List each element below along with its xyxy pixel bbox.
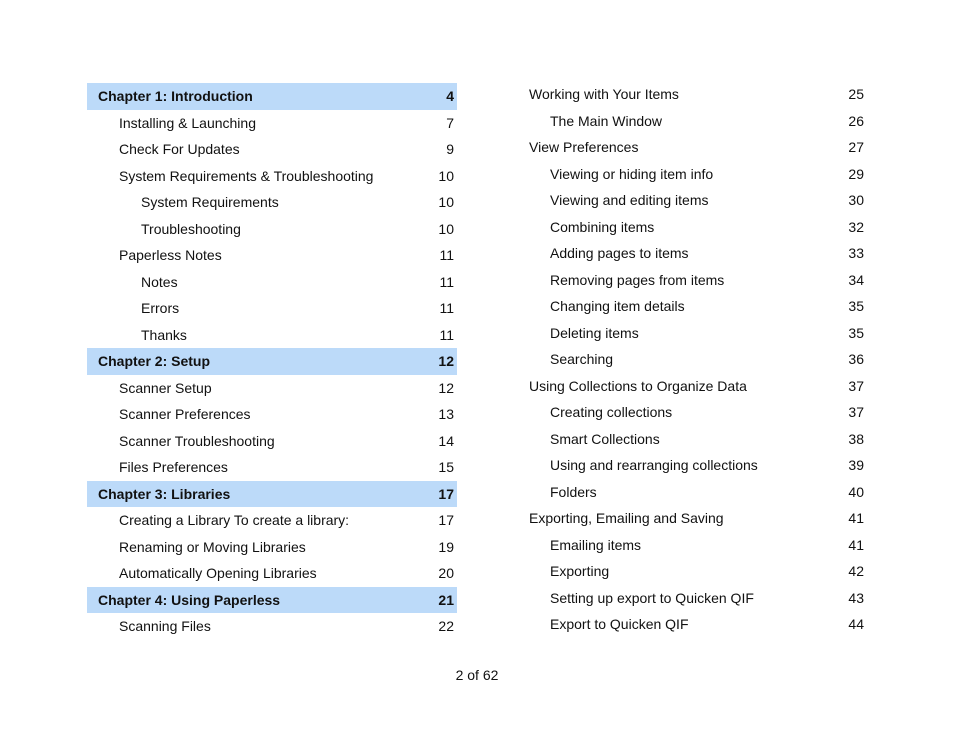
- toc-entry-creating-a-library-to-create-a-library[interactable]: [87, 507, 457, 534]
- toc-entry-title: Using and rearranging collections: [550, 457, 758, 473]
- toc-entry-notes[interactable]: [87, 269, 457, 296]
- toc-entry-title: Installing & Launching: [119, 114, 256, 131]
- toc-entry-page-number: 30: [848, 192, 864, 208]
- toc-entry-title: Emailing items: [550, 536, 642, 553]
- toc-entry-title: Deleting items: [550, 324, 639, 341]
- toc-entry-automatically-opening-libraries[interactable]: [87, 560, 457, 587]
- toc-entry-title: System Requirements: [141, 194, 279, 210]
- toc-entry-using-collections-to-organize-data[interactable]: [519, 373, 869, 400]
- toc-entry-title: Searching: [550, 351, 614, 367]
- toc-entry-title: Export to Quicken QIF: [550, 616, 689, 632]
- toc-entry-scanning-files[interactable]: [87, 613, 457, 640]
- page-number: 2 of 62: [455, 667, 499, 683]
- toc-entry-the-main-window[interactable]: [519, 108, 869, 135]
- toc-entry-title: Setting up export to Quicken QIF: [550, 589, 754, 606]
- toc-entry-page-number: 40: [848, 483, 864, 500]
- toc-entry-page-number: 17: [438, 512, 454, 528]
- toc-entry-page-number: 25: [848, 86, 864, 102]
- toc-entry-title: Scanner Troubleshooting: [119, 432, 275, 449]
- toc-chapter-chapter-3-libraries[interactable]: [87, 481, 457, 508]
- toc-entry-title: Creating a Library To create a library:: [119, 512, 350, 528]
- toc-entry-smart-collections[interactable]: [519, 426, 869, 453]
- toc-entry-exporting[interactable]: [519, 558, 869, 585]
- toc-entry-troubleshooting[interactable]: [87, 216, 457, 243]
- toc-entry-system-requirements-troubleshooting[interactable]: [87, 163, 457, 190]
- toc-entry-page-number: 15: [438, 459, 454, 475]
- toc-entry-page-number: 10: [438, 194, 454, 210]
- toc-entry-creating-collections[interactable]: [519, 399, 869, 426]
- toc-entry-page-number: 9: [446, 141, 454, 157]
- toc-entry-view-preferences[interactable]: [519, 134, 869, 161]
- toc-entry-page-number: 11: [439, 326, 454, 343]
- toc-entry-renaming-or-moving-libraries[interactable]: [87, 534, 457, 561]
- toc-entry-thanks[interactable]: [87, 322, 457, 349]
- toc-entry-page-number: 33: [848, 245, 864, 261]
- toc-entry-title: Files Preferences: [119, 459, 228, 475]
- toc-entry-page-number: 32: [848, 218, 864, 235]
- toc-entry-title: Errors: [141, 300, 180, 316]
- toc-entry-title: Check For Updates: [119, 141, 240, 157]
- toc-entry-check-for-updates[interactable]: [87, 136, 457, 163]
- toc-entry-title: Working with Your Items: [529, 86, 679, 102]
- toc-entry-files-preferences[interactable]: [87, 454, 457, 481]
- toc-entry-title: Smart Collections: [550, 430, 660, 447]
- toc-entry-title: Chapter 3: Libraries: [98, 485, 231, 502]
- toc-entry-title: System Requirements & Troubleshooting: [119, 167, 374, 184]
- toc-entry-title: Adding pages to items: [550, 245, 689, 261]
- toc-entry-page-number: 17: [438, 485, 454, 502]
- toc-entry-page-number: 44: [848, 616, 864, 632]
- toc-chapter-chapter-4-using-paperless[interactable]: [87, 587, 457, 614]
- toc-entry-page-number: 37: [848, 377, 864, 394]
- toc-entry-installing-launching[interactable]: [87, 110, 457, 137]
- toc-entry-title: Folders: [550, 483, 597, 500]
- toc-left-column: [87, 83, 457, 640]
- toc-entry-page-number: 27: [848, 139, 864, 155]
- toc-entry-page-number: 42: [848, 563, 864, 579]
- toc-entry-setting-up-export-to-quicken-qif[interactable]: [519, 585, 869, 612]
- toc-entry-title: Chapter 4: Using Paperless: [98, 591, 281, 608]
- toc-entry-using-and-rearranging-collections[interactable]: [519, 452, 869, 479]
- toc-entry-page-number: 22: [438, 618, 454, 634]
- toc-entry-exporting-emailing-and-saving[interactable]: [519, 505, 869, 532]
- toc-entry-title: Viewing and editing items: [550, 192, 709, 208]
- toc-entry-viewing-or-hiding-item-info[interactable]: [519, 161, 869, 188]
- toc-entry-page-number: 4: [446, 88, 454, 104]
- toc-entry-title: Thanks: [141, 326, 187, 343]
- toc-entry-page-number: 21: [438, 591, 454, 608]
- toc-entry-page-number: 11: [439, 300, 454, 316]
- toc-entry-title: Renaming or Moving Libraries: [119, 538, 306, 555]
- toc-entry-page-number: 38: [848, 430, 864, 447]
- toc-entry-page-number: 39: [848, 457, 864, 473]
- toc-entry-title: Scanner Preferences: [119, 406, 251, 422]
- toc-entry-title: Exporting, Emailing and Saving: [529, 510, 724, 526]
- toc-entry-page-number: 29: [848, 165, 864, 182]
- toc-entry-title: View Preferences: [529, 139, 639, 155]
- toc-entry-export-to-quicken-qif[interactable]: [519, 611, 869, 638]
- toc-chapter-chapter-1-introduction[interactable]: [87, 83, 457, 110]
- toc-entry-page-number: 11: [439, 273, 454, 290]
- toc-entry-page-number: 35: [848, 298, 864, 314]
- toc-entry-page-number: 43: [848, 589, 864, 606]
- toc-entry-page-number: 10: [438, 220, 454, 237]
- toc-entry-page-number: 37: [848, 404, 864, 420]
- toc-entry-folders[interactable]: [519, 479, 869, 506]
- toc-chapter-chapter-2-setup[interactable]: [87, 348, 457, 375]
- toc-entry-page-number: 12: [438, 353, 454, 369]
- toc-entry-title: Using Collections to Organize Data: [529, 377, 747, 394]
- toc-entry-scanner-preferences[interactable]: [87, 401, 457, 428]
- toc-entry-page-number: 19: [438, 538, 454, 555]
- toc-entry-title: Removing pages from items: [550, 271, 725, 288]
- toc-entry-page-number: 41: [848, 536, 864, 553]
- toc-entry-title: Scanner Setup: [119, 379, 212, 396]
- toc-entry-system-requirements[interactable]: [87, 189, 457, 216]
- toc-entry-page-number: 11: [439, 247, 454, 263]
- toc-entry-changing-item-details[interactable]: [519, 293, 869, 320]
- toc-entry-title: Scanning Files: [119, 618, 211, 634]
- toc-entry-page-number: 7: [446, 114, 454, 131]
- toc-entry-title: Creating collections: [550, 404, 673, 420]
- toc-entry-adding-pages-to-items[interactable]: [519, 240, 869, 267]
- toc-entry-scanner-setup[interactable]: [87, 375, 457, 402]
- toc-right-column: [519, 81, 869, 638]
- toc-entry-removing-pages-from-items[interactable]: [519, 267, 869, 294]
- toc-entry-title: Combining items: [550, 218, 655, 235]
- toc-entry-page-number: 41: [848, 510, 864, 526]
- toc-entry-paperless-notes[interactable]: [87, 242, 457, 269]
- toc-entry-searching[interactable]: [519, 346, 869, 373]
- toc-entry-title: Exporting: [550, 563, 610, 579]
- toc-entry-title: Changing item details: [550, 298, 685, 314]
- toc-entry-page-number: 13: [438, 406, 454, 422]
- toc-entry-working-with-your-items[interactable]: [519, 81, 869, 108]
- toc-entry-page-number: 26: [848, 112, 864, 129]
- toc-entry-page-number: 10: [438, 167, 454, 184]
- toc-entry-title: Chapter 1: Introduction: [98, 88, 253, 104]
- toc-entry-page-number: 35: [848, 324, 864, 341]
- toc-entry-page-number: 36: [848, 351, 864, 367]
- toc-entry-deleting-items[interactable]: [519, 320, 869, 347]
- toc-entry-viewing-and-editing-items[interactable]: [519, 187, 869, 214]
- toc-entry-page-number: 20: [438, 565, 454, 581]
- toc-entry-title: Chapter 2: Setup: [98, 353, 211, 369]
- toc-entry-title: Paperless Notes: [119, 247, 222, 263]
- toc-entry-emailing-items[interactable]: [519, 532, 869, 559]
- toc-entry-scanner-troubleshooting[interactable]: [87, 428, 457, 455]
- toc-entry-title: Notes: [141, 273, 178, 290]
- toc-entry-errors[interactable]: [87, 295, 457, 322]
- toc-entry-combining-items[interactable]: [519, 214, 869, 241]
- toc-entry-title: The Main Window: [550, 112, 663, 129]
- toc-entry-title: Troubleshooting: [141, 220, 241, 237]
- toc-entry-title: Viewing or hiding item info: [550, 165, 714, 182]
- toc-entry-page-number: 14: [438, 432, 454, 449]
- toc-entry-page-number: 34: [848, 271, 864, 288]
- toc-entry-title: Automatically Opening Libraries: [119, 565, 317, 581]
- toc-entry-page-number: 12: [438, 379, 454, 396]
